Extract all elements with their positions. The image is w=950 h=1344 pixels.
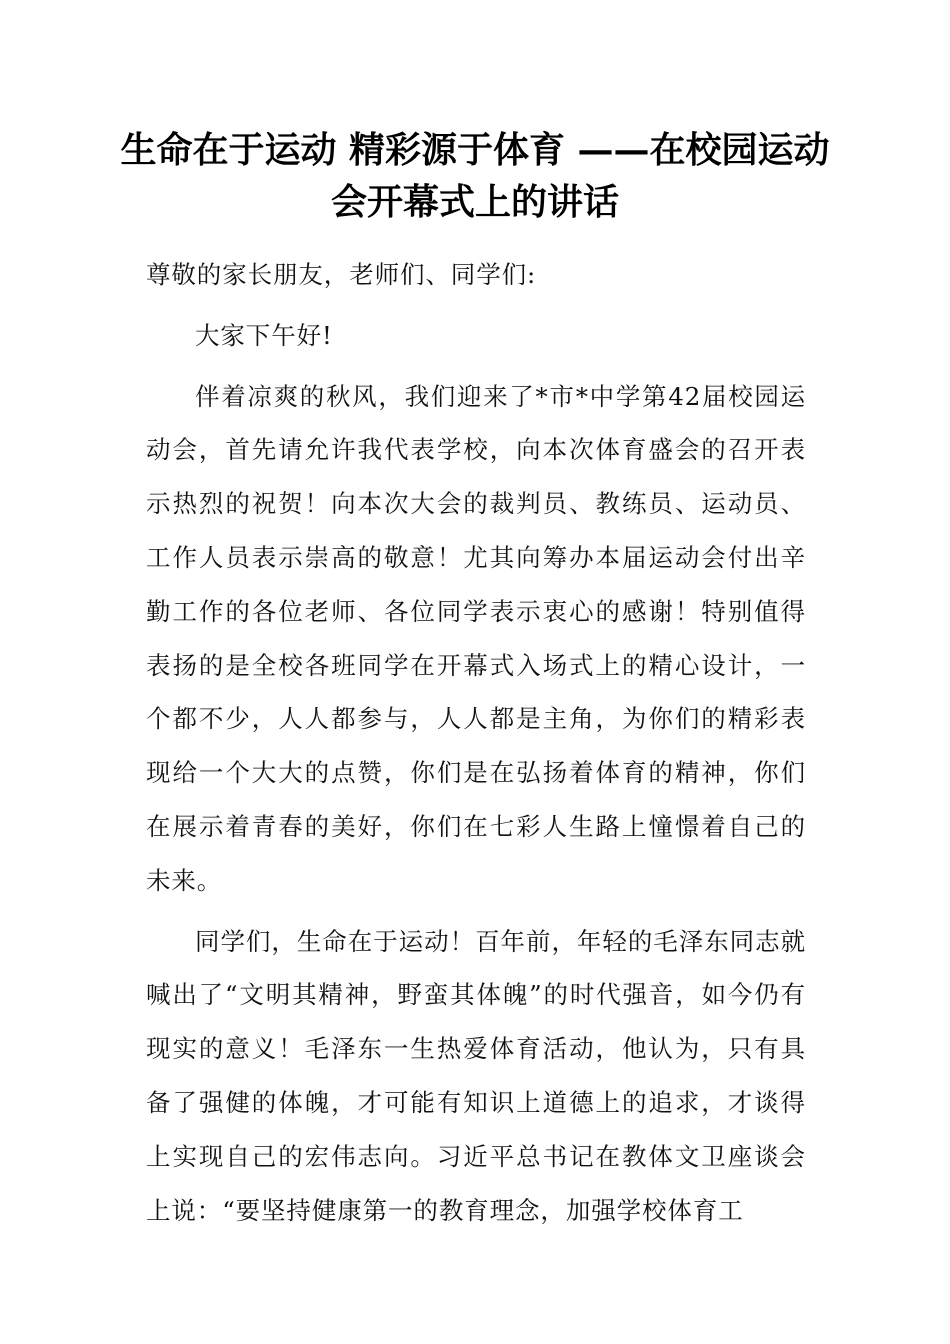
document-title: 生命在于运动 精彩源于体育 ——在校园运动会开幕式上的讲话 (120, 129, 830, 223)
paragraph: 同学们，生命在于运动！百年前，年轻的毛泽东同志就喊出了“文明其精神，野蛮其体魄”的时代强音，如今仍有现实的意义！毛泽东一生热爱体育活动，他认为，只有具备了强健的体魄，才可能有知识上道德上的追求，才谈得上实现自己的宏伟志向。习近平总书记在教体文卫座谈会上说：“要坚持健康第一的教育理念，加强学校体育工 (146, 926, 806, 1225)
salutation: 尊敬的家长朋友，老师们、同学们: (146, 260, 537, 289)
greeting: 大家下午好! (195, 320, 333, 350)
paragraph: 伴着凉爽的秋风，我们迎来了*市*中学第42届校园运动会，首先请允许我代表学校，向本次体育盛会的召开表示热烈的祝贺！向本次大会的裁判员、教练员、运动员、工作人员表示崇高的敬意！尤其向筹办本届运动会付出辛勤工作的各位老师、各位同学表示衷心的感谢！特别值得表扬的是全校各班同学在开幕式入场式上的精心设计，一个都不少，人人都参与，人人都是主角，为你们的精彩表现给一个大大的点赞，你们是在弘扬着体育的精神，你们在展示着青春的美好，你们在七彩人生路上憧憬着自己的未来。 (146, 381, 806, 895)
document-body (146, 248, 806, 1244)
